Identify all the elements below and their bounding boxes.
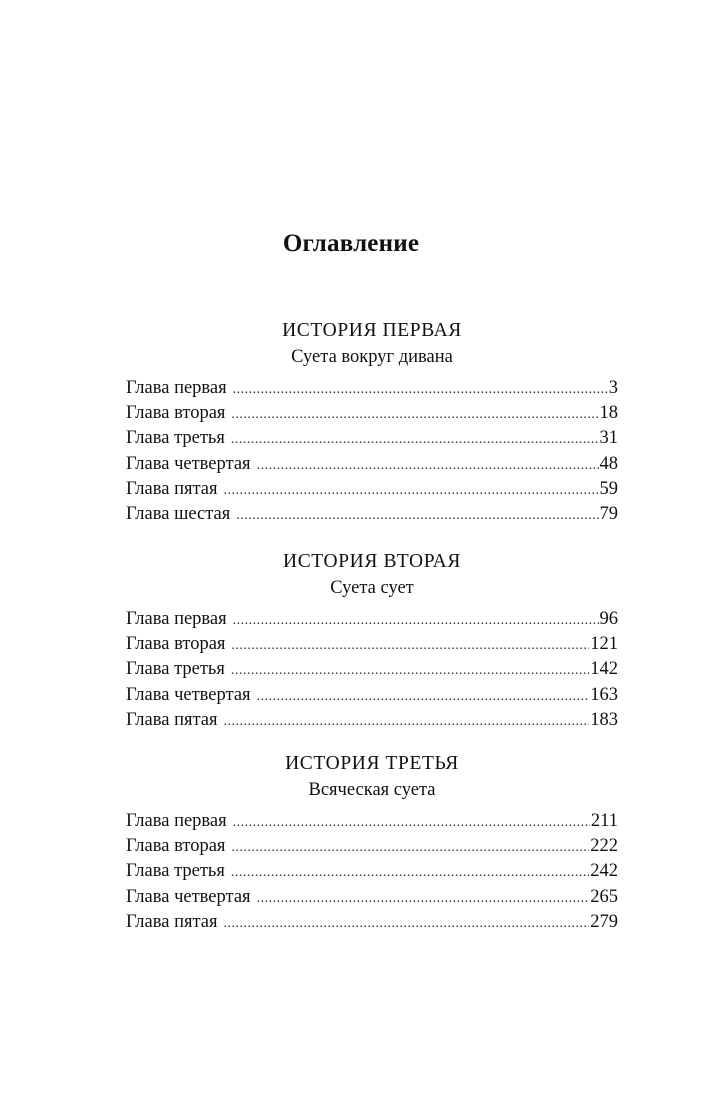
chapter-label: Глава пятая xyxy=(126,709,218,730)
leader-dots xyxy=(224,478,599,503)
leader-dots xyxy=(231,427,599,452)
toc-entry[interactable] xyxy=(126,376,618,401)
section-heading: ИСТОРИЯ ПЕРВАЯ xyxy=(282,320,462,341)
chapter-label: Глава третья xyxy=(126,428,225,449)
section-subtitle: Всяческая суета xyxy=(308,780,436,800)
page-number: 59 xyxy=(599,478,618,499)
chapter-label: Глава четвертая xyxy=(126,886,251,907)
page-number: 222 xyxy=(590,836,618,857)
toc-section-2 xyxy=(126,549,618,733)
chapter-label: Глава первая xyxy=(126,378,227,398)
section-heading: ИСТОРИЯ ВТОРАЯ xyxy=(283,551,461,572)
chapter-label: Глава вторая xyxy=(126,634,226,655)
toc-entry[interactable] xyxy=(126,910,618,935)
toc-entry[interactable] xyxy=(126,502,618,527)
toc-entry[interactable] xyxy=(126,657,618,682)
page-number: 48 xyxy=(599,453,618,474)
leader-dots xyxy=(257,684,590,709)
toc-entry[interactable] xyxy=(126,708,618,733)
page-number: 31 xyxy=(599,428,618,449)
toc-entry[interactable] xyxy=(126,885,618,910)
page-number: 18 xyxy=(599,403,618,424)
leader-dots xyxy=(231,402,598,427)
section-subtitle: Суета сует xyxy=(330,578,414,598)
leader-dots xyxy=(231,658,589,683)
page-number: 96 xyxy=(599,609,618,629)
chapter-label: Глава вторая xyxy=(126,836,226,857)
page-number: 142 xyxy=(590,659,618,680)
toc-entry[interactable] xyxy=(126,683,618,708)
toc-entry[interactable] xyxy=(126,859,618,884)
toc-entry[interactable] xyxy=(126,632,618,657)
page-number: 3 xyxy=(608,378,618,398)
toc-entry[interactable] xyxy=(126,607,618,632)
page-title: Оглавление xyxy=(282,230,420,257)
chapter-label: Глава первая xyxy=(126,811,227,831)
chapter-label: Глава вторая xyxy=(126,403,226,424)
leader-dots xyxy=(231,835,589,860)
leader-dots xyxy=(257,886,590,911)
page-number: 265 xyxy=(590,886,618,907)
page-number: 121 xyxy=(590,634,618,655)
chapter-label: Глава третья xyxy=(126,659,225,680)
toc-section-1 xyxy=(126,318,618,527)
toc-entry[interactable] xyxy=(126,809,618,834)
page-number: 163 xyxy=(590,684,618,705)
page-number: 279 xyxy=(590,911,618,932)
toc-entry[interactable] xyxy=(126,452,618,477)
chapter-label: Глава первая xyxy=(126,609,227,629)
page-number: 183 xyxy=(590,709,618,730)
leader-dots xyxy=(224,911,590,936)
leader-dots xyxy=(233,810,590,835)
toc-entry[interactable] xyxy=(126,834,618,859)
toc-entry[interactable] xyxy=(126,401,618,426)
chapter-label: Глава третья xyxy=(126,861,225,882)
page-number: 79 xyxy=(599,503,618,524)
page-number: 242 xyxy=(590,861,618,882)
section-subtitle: Суета вокруг дивана xyxy=(291,347,453,367)
leader-dots xyxy=(231,633,589,658)
leader-dots xyxy=(233,608,599,633)
toc-section-3 xyxy=(126,751,618,935)
page-number: 211 xyxy=(590,811,618,831)
leader-dots xyxy=(224,709,590,734)
section-heading: ИСТОРИЯ ТРЕТЬЯ xyxy=(285,753,459,774)
toc-entry[interactable] xyxy=(126,477,618,502)
chapter-label: Глава четвертая xyxy=(126,684,251,705)
chapter-label: Глава пятая xyxy=(126,478,218,499)
toc-entry[interactable] xyxy=(126,426,618,451)
chapter-label: Глава шестая xyxy=(126,503,231,524)
chapter-label: Глава пятая xyxy=(126,911,218,932)
leader-dots xyxy=(236,503,598,528)
chapter-label: Глава четвертая xyxy=(126,453,251,474)
leader-dots xyxy=(231,860,589,885)
leader-dots xyxy=(233,377,608,402)
leader-dots xyxy=(257,453,599,478)
